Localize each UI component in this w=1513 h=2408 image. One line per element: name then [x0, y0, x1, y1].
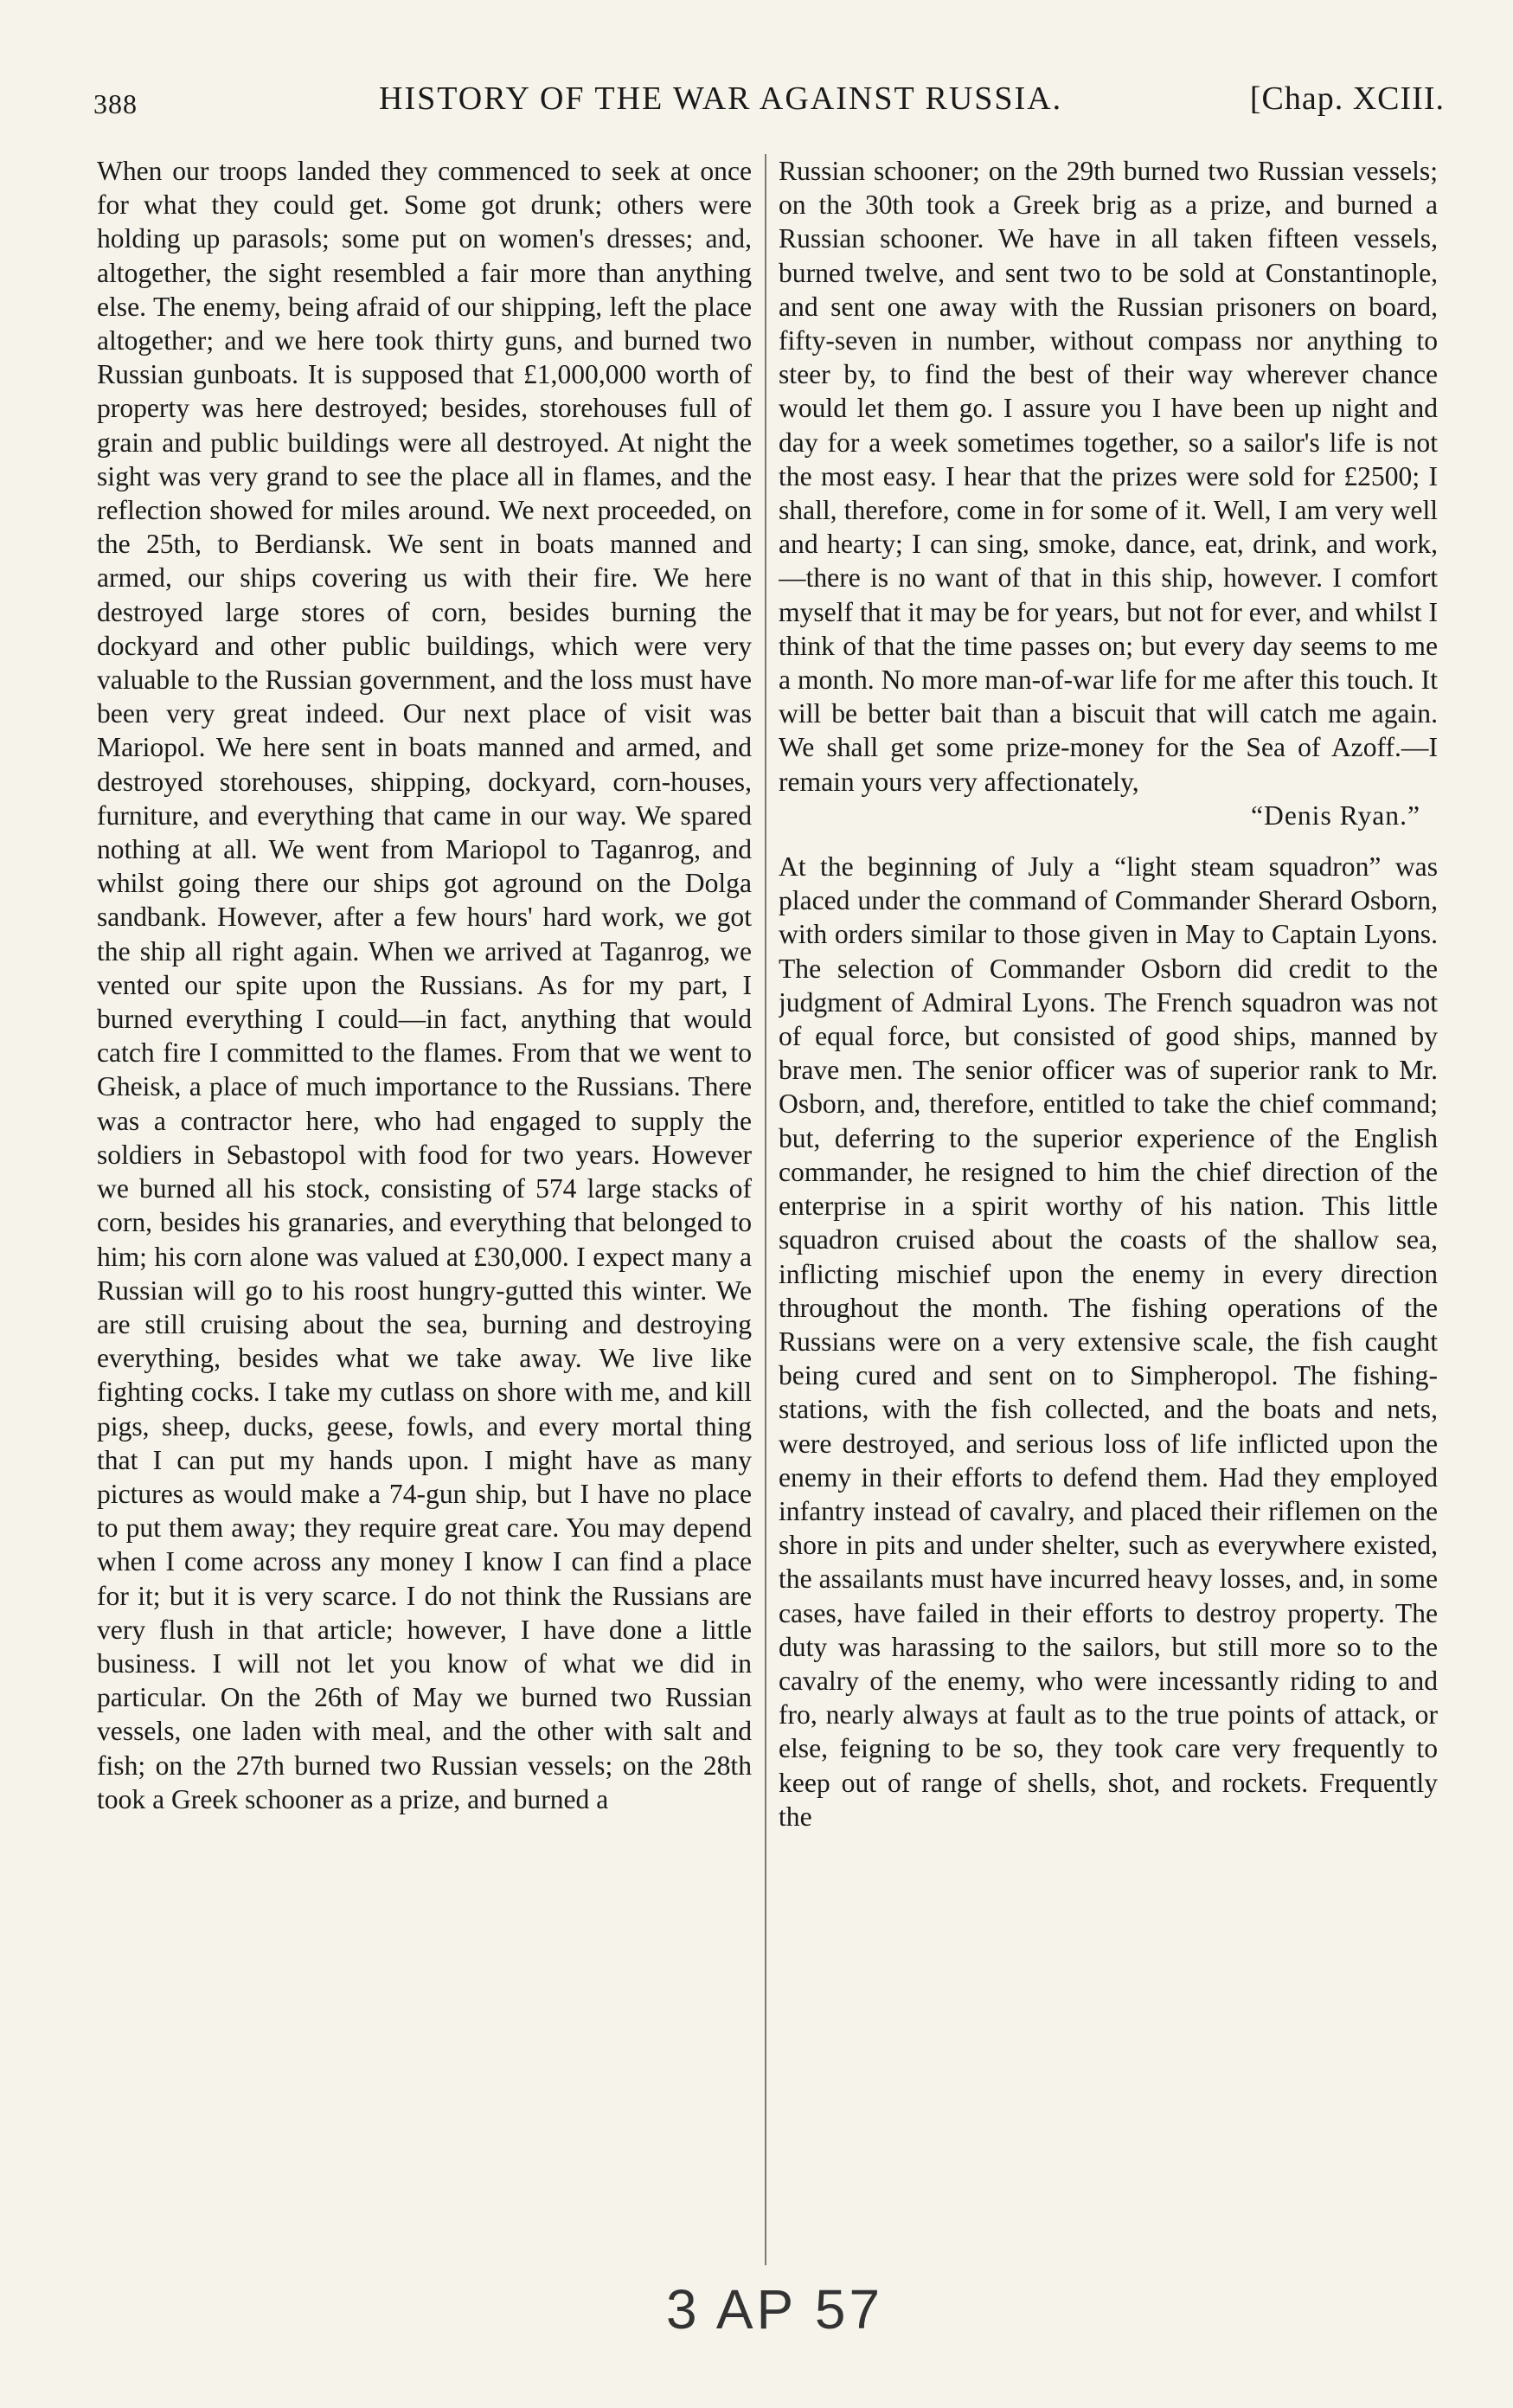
chapter-label: [Chap. XCIII. [1249, 80, 1445, 117]
column-divider [765, 154, 766, 2265]
narrative-paragraph: At the beginning of July a “light steam squadron” was placed under the command of Commander Sherard Osborn, with orders similar to those given in May to Captain Lyons. The selection of Commander Osborn did credit to the judgment of Admiral Lyons. The French squadron was not of equal force, but consisted of good ships, manned by brave men. The senior officer was of superior rank to Mr. Osborn, and, therefore, entitled to take the chief command; but, deferring to the superior experience of the English commander, he resigned to him the chief direction of the enterprise in a spirit worthy of his nation. This little squadron cruised about the coasts of the shallow sea, inflicting mischief upon the enemy in every direction throughout the month. The fishing operations of the Russians were on a very extensive scale, the fish caught being cured and sent on to Simpheropol. The fishing-stations, with the fish collected, and the boats and nets, were destroyed, and serious loss of life inflicted upon the enemy in their efforts to defend them. Had they employed infantry instead of cavalry, and placed their riflemen on the shore in pits and under shelter, such as everywhere existed, the assailants must have incurred heavy losses, and, in some cases, have failed in their efforts to destroy property. The duty was harassing to the sailors, but still more so to the cavalry of the enemy, who were incessantly riding to and fro, nearly always at fault as to the true points of attack, or else, feigning to be so, they took care very frequently to keep out of range of shells, shot, and rockets. Frequently the [779, 851, 1438, 1832]
signature-block [779, 799, 1438, 832]
letter-continuation: Russian schooner; on the 29th burned two Russian vessels; on the 30th took a Greek brig as a prize, and burned a Russian schooner. We have in all taken fifteen vessels, burned twelve, and sent two to be sold at Constantinople, and sent one away with the Russian prisoners on board, fifty-seven in number, without compass nor anything to steer by, to find the best of their way wherever chance would let them go. I assure you I have been up night and day for a week sometimes together, so a sailor's life is not the most easy. I hear that the prizes were sold for £2500; I shall, therefore, come in for some of it. Well, I am very well and hearty; I can sing, smoke, dance, eat, drink, and work,—there is no want of that in this ship, however. I comfort myself that it may be for years, but not for ever, and whilst I think of that the time passes on; but every day seems to me a month. No more man-of-war life for me after this touch. It will be better bait than a biscuit that will catch me again. We shall get some prize-money for the Sea of Azoff.—I remain yours very affectionately, [779, 156, 1438, 797]
letter-signature: “Denis Ryan.” [1251, 799, 1420, 831]
left-column [97, 154, 752, 2267]
right-column [779, 154, 1438, 2267]
letter-paragraph: When our troops landed they commenced to seek at once for what they could get. Some got drunk; others were holding up parasols; some put on women's dresses; and, altogether, the sight resembled a fair more than anything else. The enemy, being afraid of our shipping, left the place altogether; and we here took thirty guns, and burned two Russian gunboats. It is supposed that £1,000,000 worth of property was here destroyed; besides, storehouses full of grain and public buildings were all destroyed. At night the sight was very grand to see the place all in flames, and the reflection showed for miles around. We next proceeded, on the 25th, to Berdiansk. We sent in boats manned and armed, our ships covering us with their fire. We here destroyed large stores of corn, besides burning the dockyard and other public buildings, which were very valuable to the Russian government, and the loss must have been very great indeed. Our next place of visit was Mariopol. We here sent in boats manned and armed, and destroyed storehouses, shipping, dockyard, corn-houses, furniture, and everything that came in our way. We spared nothing at all. We went from Mariopol to Taganrog, and whilst going there our ships got aground on the Dolga sandbank. However, after a few hours' hard work, we got the ship all right again. When we arrived at Taganrog, we vented our spite upon the Russians. As for my part, I burned everything I could—in fact, anything that would catch fire I committed to the flames. From that we went to Gheisk, a place of much importance to the Russians. There was a contractor here, who had engaged to supply the soldiers in Sebastopol with food for two years. However we burned all his stock, consisting of 574 large stacks of corn, besides his granaries, and everything that belonged to him; his corn alone was valued at £30,000. I expect many a Russian will go to his roost hungry-gutted this winter. We are still cruising about the sea, burning and destroying everything, besides what we take away. We live like fighting cocks. I take my cutlass on shore with me, and kill pigs, sheep, ducks, geese, fowls, and every mortal thing that I can put my hands upon. I might have as many pictures as would make a 74-gun ship, but I have no place to put them away; they require great care. You may depend when I come across any money I know I can find a place for it; but it is very scarce. I do not think the Russians are very flush in that article; however, I have done a little business. I will not let you know of what we did in particular. On the 26th of May we burned two Russian vessels, one laden with meal, and the other with salt and fish; on the 27th burned two Russian vessels; on the 28th took a Greek schooner as a prize, and burned a [97, 156, 752, 1814]
page-number: 388 [93, 88, 138, 119]
running-title: HISTORY OF THE WAR AGAINST RUSSIA. [379, 80, 1063, 117]
running-header [93, 80, 1445, 132]
printer-signature-mark: 3 AP 57 [666, 2278, 884, 2341]
